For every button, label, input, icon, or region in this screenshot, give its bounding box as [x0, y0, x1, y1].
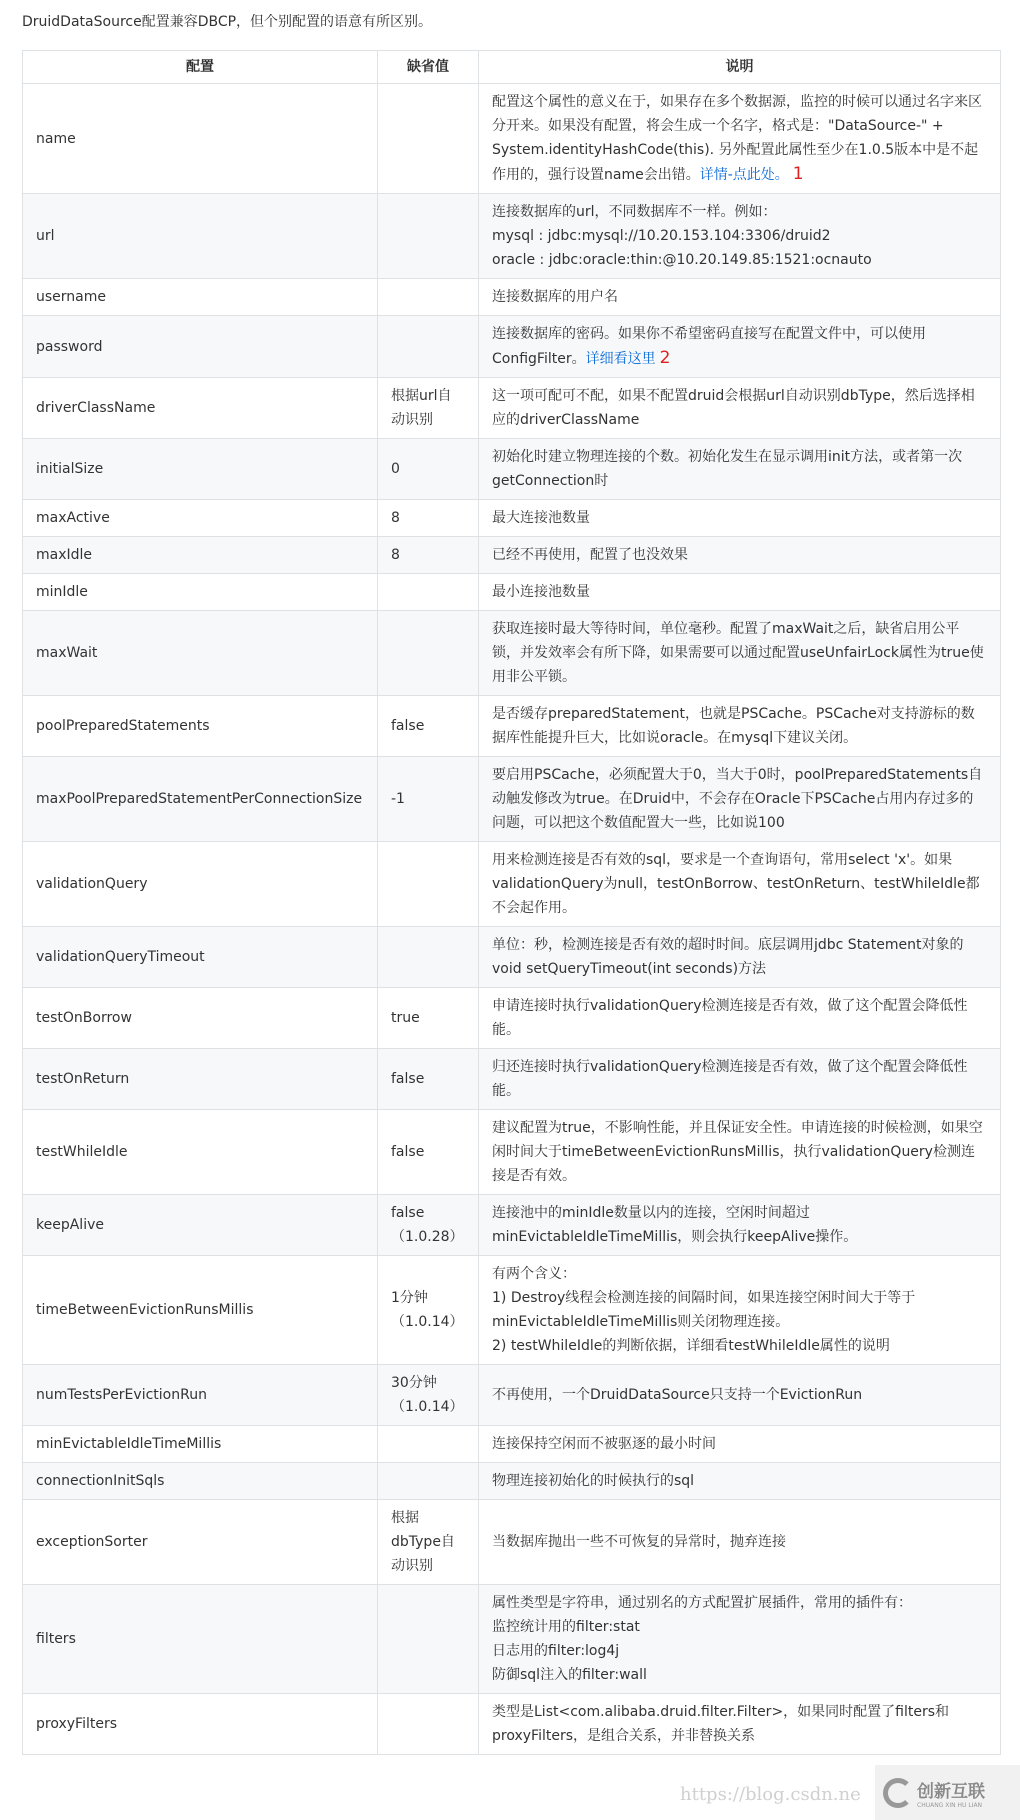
description-text: 连接数据库的密码。如果你不希望密码直接写在配置文件中，可以使用ConfigFilter。	[492, 326, 926, 367]
default-value	[378, 84, 479, 194]
config-name	[23, 1256, 378, 1365]
config-name-text: testWhileIdle	[36, 1144, 128, 1160]
config-name-text: validationQuery	[36, 876, 148, 892]
config-name	[23, 1195, 378, 1256]
config-table	[22, 50, 1001, 1755]
config-name	[23, 316, 378, 378]
config-name	[23, 1365, 378, 1426]
description	[479, 537, 1001, 574]
config-name-text: connectionInitSqls	[36, 1473, 165, 1489]
description	[479, 1365, 1001, 1426]
description	[479, 988, 1001, 1049]
description-text: 连接数据库的用户名	[492, 289, 618, 305]
config-name-text: password	[36, 338, 103, 355]
default-value-text: 根据dbType自动识别	[391, 1510, 455, 1574]
config-name	[23, 1463, 378, 1500]
description-text: 最小连接池数量	[492, 584, 590, 600]
description	[479, 1500, 1001, 1585]
default-value	[378, 316, 479, 378]
config-name-text: maxPoolPreparedStatementPerConnectionSize	[36, 791, 363, 807]
detail-link[interactable]: 详情-点此处。	[699, 167, 789, 183]
default-value	[378, 1365, 479, 1426]
description-text: 配置这个属性的意义在于，如果存在多个数据源，监控的时候可以通过名字来区分开来。如果没有配置，将会生成一个名字，格式是："DataSource-" + System.identityHashCode(this). 另外配置此属性至少在1.0.5版本中是不起作用的，强行设置name会出错。	[492, 94, 982, 183]
description	[479, 927, 1001, 988]
config-name	[23, 696, 378, 757]
default-value	[378, 1049, 479, 1110]
table-row	[23, 1256, 1001, 1365]
description	[479, 842, 1001, 927]
header-description: 说明	[479, 51, 1001, 84]
default-value	[378, 927, 479, 988]
table-header-row	[23, 51, 1001, 84]
default-value-text: 根据url自动识别	[391, 388, 452, 428]
description	[479, 194, 1001, 279]
description	[479, 439, 1001, 500]
table-row	[23, 1463, 1001, 1500]
header-config: 配置	[23, 51, 378, 84]
default-value	[378, 574, 479, 611]
table-row	[23, 1365, 1001, 1426]
default-value	[378, 1694, 479, 1755]
config-name	[23, 537, 378, 574]
config-name	[23, 757, 378, 842]
default-value	[378, 500, 479, 537]
default-value	[378, 842, 479, 927]
default-value	[378, 439, 479, 500]
default-value	[378, 1426, 479, 1463]
intro-text: DruidDataSource配置兼容DBCP，但个别配置的语意有所区别。	[22, 14, 433, 30]
table-row	[23, 842, 1001, 927]
config-name-text: validationQueryTimeout	[36, 949, 205, 965]
config-name-text: url	[36, 228, 55, 244]
description	[479, 1426, 1001, 1463]
table-row	[23, 1110, 1001, 1195]
description-text: 建议配置为true，不影响性能，并且保证安全性。申请连接的时候检测，如果空闲时间大于timeBetweenEvictionRunsMillis，执行validationQuery检测连接是否有效。	[492, 1120, 983, 1184]
config-name-text: name	[36, 130, 76, 147]
config-name-text: testOnBorrow	[36, 1010, 132, 1026]
default-value	[378, 757, 479, 842]
default-value	[378, 988, 479, 1049]
description	[479, 316, 1001, 378]
annotation-number: 2	[659, 348, 671, 368]
table-row	[23, 1049, 1001, 1110]
description	[479, 1110, 1001, 1195]
default-value	[378, 696, 479, 757]
table-row	[23, 1500, 1001, 1585]
config-name-text: minEvictableIdleTimeMillis	[36, 1436, 222, 1452]
config-name	[23, 842, 378, 927]
description-text: 连接数据库的url，不同数据库不一样。例如： mysql : jdbc:mysql://10.20.153.104:3306/druid2 oracle : jdbc:oracle:thin:@10.20.149.85:1521:ocnauto	[492, 204, 872, 268]
config-name-text: timeBetweenEvictionRunsMillis	[36, 1302, 254, 1318]
default-value	[378, 537, 479, 574]
config-name-text: maxIdle	[36, 547, 93, 563]
description	[479, 378, 1001, 439]
description-text: 当数据库抛出一些不可恢复的异常时，抛弃连接	[492, 1534, 786, 1550]
default-value-text: false	[391, 718, 425, 734]
description-text: 申请连接时执行validationQuery检测连接是否有效，做了这个配置会降低性能。	[492, 998, 968, 1038]
description-text: 物理连接初始化的时候执行的sql	[492, 1473, 695, 1489]
config-name	[23, 988, 378, 1049]
description-text: 这一项可配可不配，如果不配置druid会根据url自动识别dbType，然后选择相应的driverClassName	[492, 388, 975, 428]
default-value	[378, 1110, 479, 1195]
description-text: 初始化时建立物理连接的个数。初始化发生在显示调用init方法，或者第一次getConnection时	[492, 449, 963, 489]
config-name	[23, 1585, 378, 1694]
default-value-text: true	[391, 1010, 420, 1026]
config-name	[23, 279, 378, 316]
description	[479, 757, 1001, 842]
watermark-url: https://blog.csdn.ne	[680, 1784, 861, 1805]
description-text: 用来检测连接是否有效的sql，要求是一个查询语句，常用select 'x'。如果validationQuery为null，testOnBorrow、testOnReturn、testWhileIdle都不会起作用。	[492, 852, 980, 916]
config-name-text: numTestsPerEvictionRun	[36, 1387, 207, 1403]
description	[479, 1585, 1001, 1694]
table-row	[23, 611, 1001, 696]
config-name-text: initialSize	[36, 461, 104, 477]
table-row	[23, 378, 1001, 439]
table-row	[23, 537, 1001, 574]
default-value-text: false	[391, 1071, 425, 1087]
config-name	[23, 500, 378, 537]
config-name-text: proxyFilters	[36, 1716, 118, 1732]
detail-link[interactable]: 详细看这里	[585, 351, 656, 367]
config-name-text: keepAlive	[36, 1217, 104, 1233]
description-text: 单位：秒，检测连接是否有效的超时时间。底层调用jdbc Statement对象的void setQueryTimeout(int seconds)方法	[492, 937, 964, 977]
table-row	[23, 927, 1001, 988]
description-text: 连接保持空闲而不被驱逐的最小时间	[492, 1436, 716, 1452]
default-value	[378, 194, 479, 279]
config-name-text: exceptionSorter	[36, 1534, 148, 1550]
logo-text-en: CHUANG XIN HU LIAN	[917, 1801, 983, 1809]
description-text: 是否缓存preparedStatement，也就是PSCache。PSCache对支持游标的数据库性能提升巨大，比如说oracle。在mysql下建议关闭。	[492, 706, 975, 746]
description	[479, 611, 1001, 696]
default-value-text: 30分钟 （1.0.14）	[391, 1375, 464, 1415]
config-name	[23, 84, 378, 194]
description	[479, 500, 1001, 537]
table-row	[23, 574, 1001, 611]
default-value-text: -1	[391, 791, 405, 807]
description-text: 要启用PSCache，必须配置大于0，当大于0时，poolPreparedStatements自动触发修改为true。在Druid中，不会存在Oracle下PSCache占用内存过多的问题，可以把这个数值配置大一些，比如说100	[492, 767, 983, 831]
default-value-text: 1分钟 （1.0.14）	[391, 1290, 464, 1330]
config-name-text: driverClassName	[36, 400, 156, 416]
table-row	[23, 1426, 1001, 1463]
config-name	[23, 574, 378, 611]
config-name-text: username	[36, 289, 106, 305]
table-row	[23, 439, 1001, 500]
description	[479, 1256, 1001, 1365]
default-value	[378, 611, 479, 696]
description	[479, 1195, 1001, 1256]
table-row	[23, 696, 1001, 757]
config-name	[23, 194, 378, 279]
description	[479, 574, 1001, 611]
default-value	[378, 1500, 479, 1585]
annotation-number: 1	[792, 164, 804, 184]
config-name-text: poolPreparedStatements	[36, 718, 210, 734]
description-text: 归还连接时执行validationQuery检测连接是否有效，做了这个配置会降低性能。	[492, 1059, 968, 1099]
table-row	[23, 988, 1001, 1049]
config-name	[23, 611, 378, 696]
config-name	[23, 1110, 378, 1195]
description	[479, 1049, 1001, 1110]
table-row	[23, 279, 1001, 316]
default-value-text: false	[391, 1144, 425, 1160]
table-row	[23, 1195, 1001, 1256]
config-name-text: filters	[36, 1631, 76, 1647]
header-default: 缺省值	[378, 51, 479, 84]
description	[479, 84, 1001, 194]
table-row	[23, 500, 1001, 537]
default-value	[378, 1463, 479, 1500]
description-text: 连接池中的minIdle数量以内的连接，空闲时间超过minEvictableIdleTimeMillis，则会执行keepAlive操作。	[492, 1205, 858, 1245]
description-text: 属性类型是字符串，通过别名的方式配置扩展插件，常用的插件有： 监控统计用的filter:stat 日志用的filter:log4j 防御sql注入的filter:wall	[492, 1595, 912, 1683]
default-value-text: 0	[391, 461, 400, 477]
config-name	[23, 927, 378, 988]
watermark-logo	[875, 1765, 1020, 1820]
logo-icon	[883, 1778, 913, 1808]
description-text: 类型是List<com.alibaba.druid.filter.Filter>，如果同时配置了filters和proxyFilters，是组合关系，并非替换关系	[492, 1704, 950, 1744]
config-name	[23, 1694, 378, 1755]
description-text: 不再使用，一个DruidDataSource只支持一个EvictionRun	[492, 1387, 863, 1403]
config-name	[23, 1500, 378, 1585]
config-name-text: maxWait	[36, 645, 98, 661]
description-text: 有两个含义： 1) Destroy线程会检测连接的间隔时间，如果连接空闲时间大于等于minEvictableIdleTimeMillis则关闭物理连接。 2) testWhileIdle的判断依据，详细看testWhileIdle属性的说明	[492, 1266, 916, 1354]
table-row	[23, 757, 1001, 842]
default-value-text: 8	[391, 547, 400, 563]
default-value	[378, 279, 479, 316]
logo-text-cn: 创新互联	[917, 1781, 985, 1802]
config-name-text: maxActive	[36, 510, 110, 526]
description-text: 获取连接时最大等待时间，单位毫秒。配置了maxWait之后，缺省启用公平锁，并发效率会有所下降，如果需要可以通过配置useUnfairLock属性为true使用非公平锁。	[492, 621, 984, 685]
description	[479, 1694, 1001, 1755]
default-value	[378, 1585, 479, 1694]
description-text: 最大连接池数量	[492, 510, 590, 526]
config-name-text: testOnReturn	[36, 1071, 130, 1087]
description-text: 已经不再使用，配置了也没效果	[492, 547, 688, 563]
default-value	[378, 378, 479, 439]
config-name	[23, 1049, 378, 1110]
default-value	[378, 1195, 479, 1256]
default-value-text: false （1.0.28）	[391, 1205, 464, 1245]
description	[479, 696, 1001, 757]
config-name	[23, 439, 378, 500]
table-row	[23, 1694, 1001, 1755]
default-value-text: 8	[391, 510, 400, 526]
description	[479, 279, 1001, 316]
table-row	[23, 316, 1001, 378]
config-name	[23, 378, 378, 439]
table-row	[23, 84, 1001, 194]
table-row	[23, 1585, 1001, 1694]
config-name	[23, 1426, 378, 1463]
description	[479, 1463, 1001, 1500]
table-row	[23, 194, 1001, 279]
config-name-text: minIdle	[36, 584, 88, 600]
default-value	[378, 1256, 479, 1365]
